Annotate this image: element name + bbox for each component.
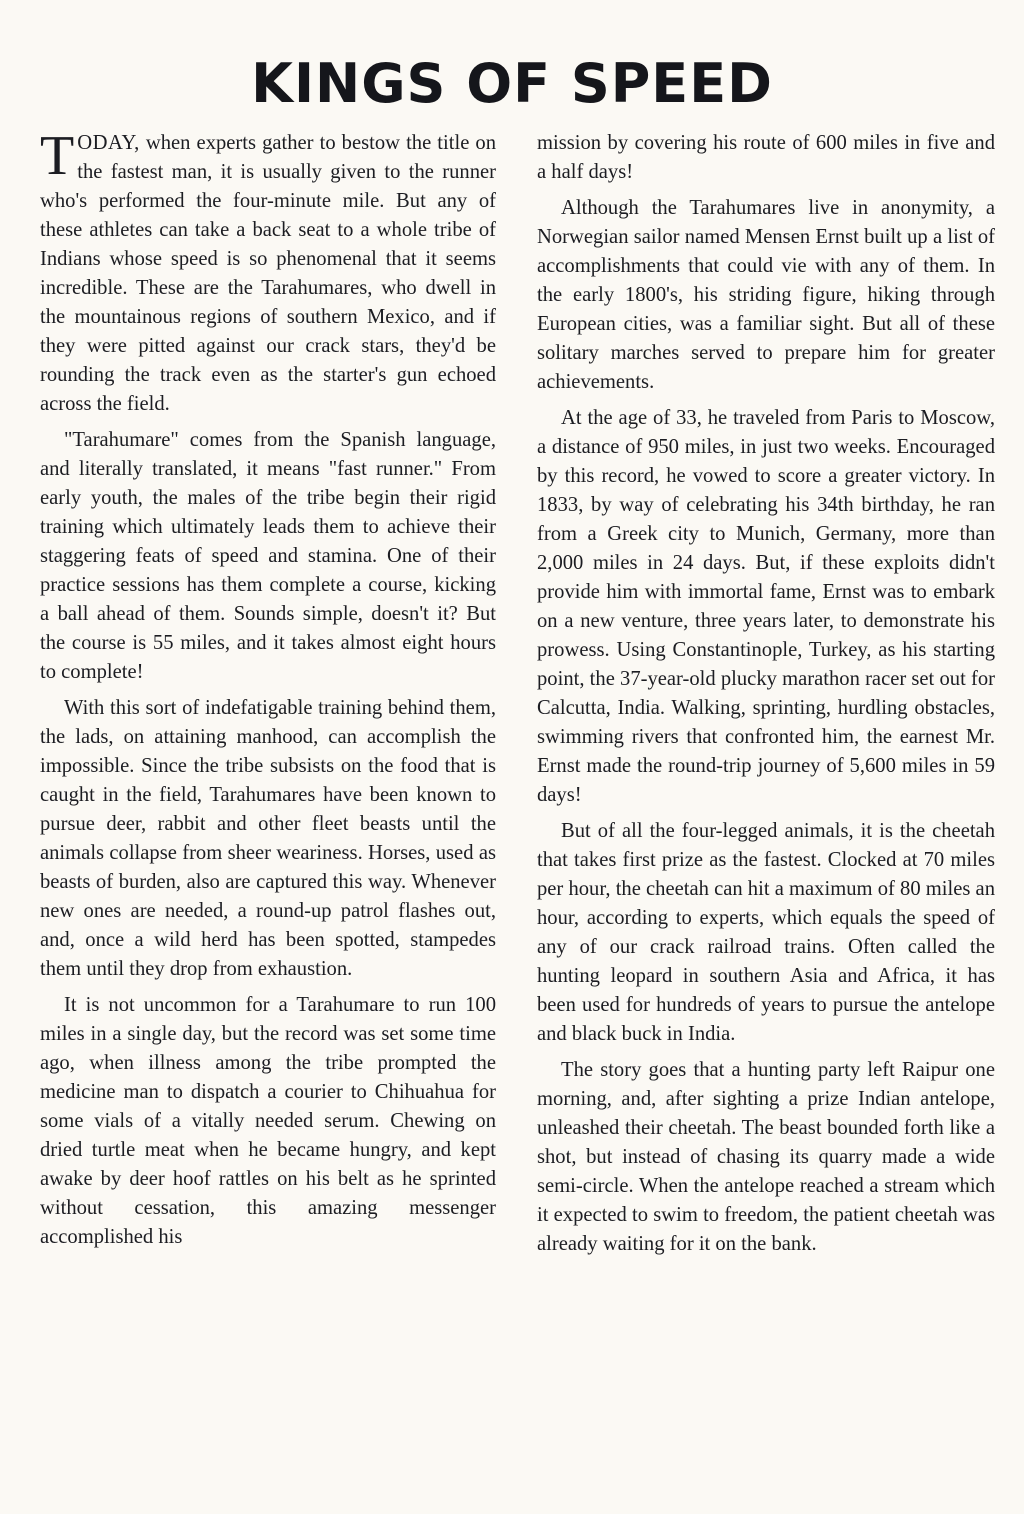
intro-paragraph bbox=[40, 125, 496, 419]
paragraph: Although the Tarahumares live in anonymity, a Norwegian sailor named Mensen Ernst built up a list of accomplishments that could vie with any of them. In the early 1800's, his striding figure, hiking through European cities, was a familiar sight. But all of these solitary marches served to prepare him for greater achievements. bbox=[537, 197, 995, 393]
page-title: KINGS OF SPEED bbox=[251, 52, 773, 115]
paragraph: At the age of 33, he traveled from Paris to Moscow, a distance of 950 miles, in just two weeks. Encouraged by this record, he vowed to score a greater victory. In 1833, by way of celebrating his 34th birthday, he ran from a Greek city to Munich, Germany, more than 2,000 miles in 24 days. But, if these exploits didn't provide him with immortal fame, Ernst was to embark on a new venture, three years later, to demonstrate his prowess. Using Constantinople, Turkey, as his starting point, the 37-year-old plucky marathon racer set out for Calcutta, India. Walking, sprinting, hurdling obstacles, swimming rivers that confronted him, the earnest Mr. Ernst made the round-trip journey of 5,600 miles in 59 days! bbox=[537, 407, 995, 806]
intro-text: when experts gather to bestow the title on the fastest man, it is usually given to the runner who's performed the four-minute mile. But any of these athletes can take a back seat to a whole tribe of Indians whose speed is so phenomenal that it seems incredible. These are the Tarahumares, who dwell in the mountainous regions of southern Mexico, and if they were pitted against our crack stars, they'd be rounding the track even as the starter's gun echoed across the field. bbox=[40, 132, 496, 415]
right-column bbox=[537, 129, 995, 1266]
paragraph: It is not uncommon for a Tarahumare to run 100 miles in a single day, but the record was set some time ago, when illness among the tribe prompted the medicine man to dispatch a courier to Chihuahua for some vials of a vitally needed serum. Chewing on dried turtle meat when he became hungry, and kept awake by deer hoof rattles on his belt as he sprinted without cessation, this amazing messenger accomplished his bbox=[40, 994, 496, 1248]
paragraph: But of all the four-legged animals, it is the cheetah that takes first prize as the fastest. Clocked at 70 miles per hour, the cheetah can hit a maximum of 80 miles an hour, according to experts, which equals the speed of any of our crack railroad trains. Often called the hunting leopard in southern Asia and Africa, it has been used for hundreds of years to pursue the antelope and black buck in India. bbox=[537, 820, 995, 1045]
lead-word: ODAY, bbox=[77, 132, 140, 154]
paragraph: "Tarahumare" comes from the Spanish language, and literally translated, it means "fast runner." From early youth, the males of the tribe begin their rigid training which ultimately leads them to achieve their staggering feats of speed and stamina. One of their practice sessions has them complete a course, kicking a ball ahead of them. Sounds simple, doesn't it? But the course is 55 miles, and it takes almost eight hours to complete! bbox=[40, 429, 496, 683]
drop-cap: T bbox=[40, 125, 75, 187]
paragraph: The story goes that a hunting party left Raipur one morning, and, after sighting a prize Indian antelope, unleashed their cheetah. The beast bounded forth like a shot, but instead of chasing its quarry made a wide semi-circle. When the antelope reached a stream which it expected to swim to freedom, the patient cheetah was already waiting for it on the bank. bbox=[537, 1059, 995, 1255]
left-column bbox=[40, 125, 496, 1259]
paragraph-continued: mission by covering his route of 600 miles in five and a half days! bbox=[537, 132, 995, 183]
paragraph: With this sort of indefatigable training behind them, the lads, on attaining manhood, can accomplish the impossible. Since the tribe subsists on the food that is caught in the field, Tarahumares have been known to pursue deer, rabbit and other fleet beasts until the animals collapse from sheer weariness. Horses, used as beasts of burden, also are captured this way. Whenever new ones are needed, a round-up patrol flashes out, and, once a wild herd has been spotted, stampedes them until they drop from exhaustion. bbox=[40, 697, 496, 980]
